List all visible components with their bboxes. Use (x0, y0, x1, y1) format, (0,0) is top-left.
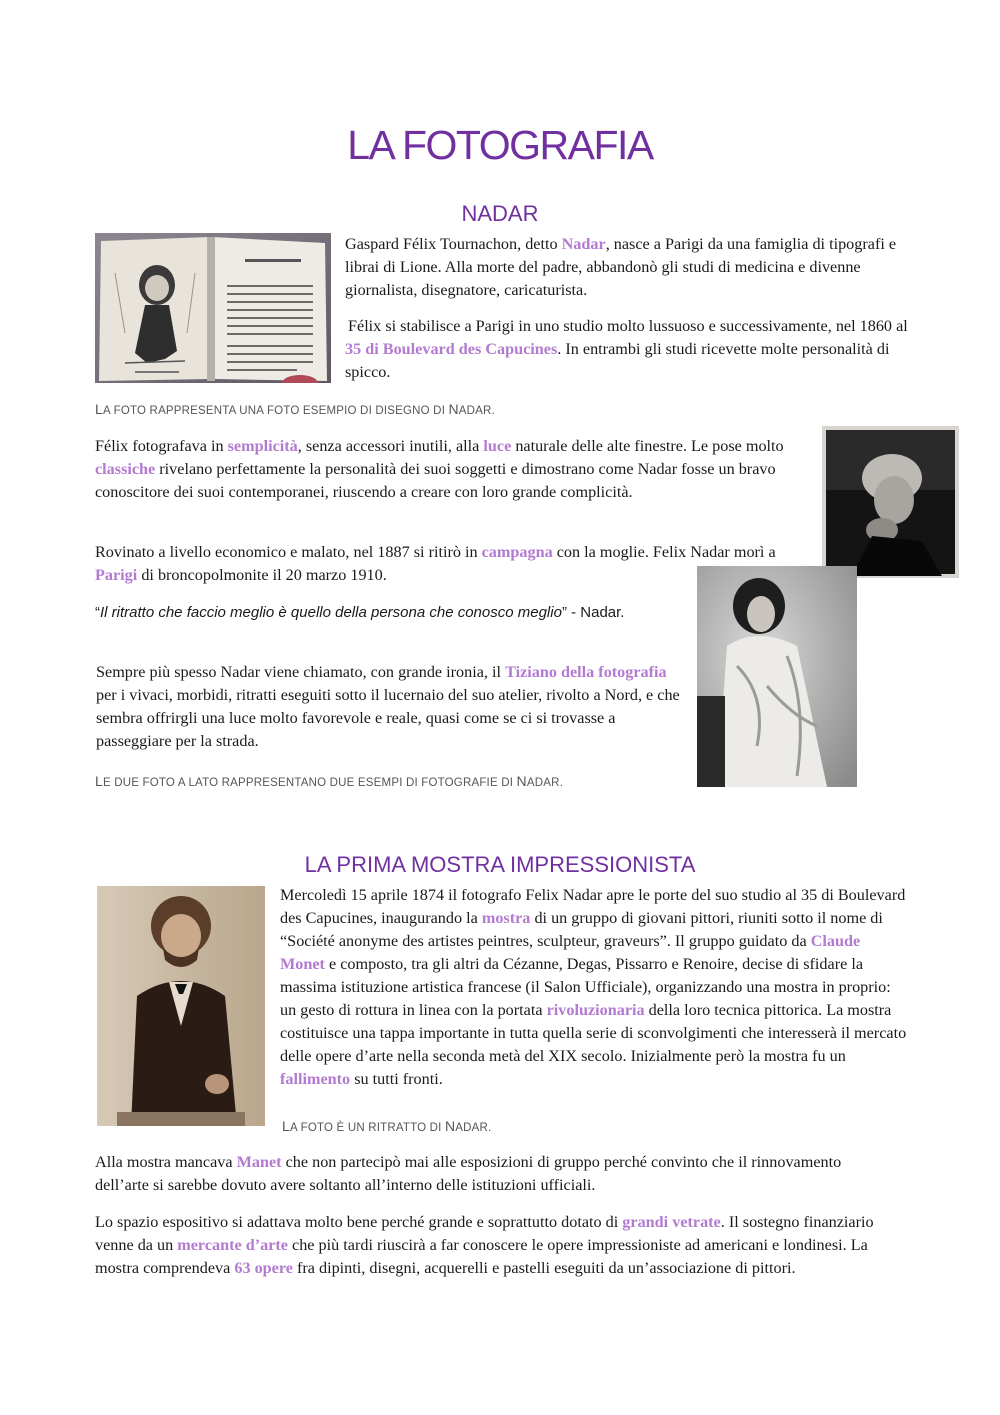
nadar-death-paragraph: Rovinato a livello economico e malato, nel 1887 si ritirò in campagna con la moglie. Felix Nadar morì a Parigi di broncopolmonite il 20 marzo 1910. (95, 543, 776, 584)
tiziano-paragraph: Sempre più spesso Nadar viene chiamato, con grande ironia, il Tiziano della fotografia per i vivaci, morbidi, ritratti eseguiti sotto il lucernaio del suo atelier, rivolto a Nord, e che sembra offrirgli una luce molto favorevole e reale, quasi come se ci si trovasse a passeggiare per la strada. (96, 663, 680, 750)
nadar-quote: “Il ritratto che faccio meglio è quello della persona che conosco meglio” - Nadar. (95, 604, 625, 621)
nadar-studio-paragraph: Félix si stabilisce a Parigi in uno studio molto lussuoso e successivamente, nel 1860 al 35 di Boulevard des Capucines. In entrambi gli studi ricevette molte personalità di spicco. (345, 317, 908, 381)
manet-paragraph: Alla mostra mancava Manet che non partecipò mai alle esposizioni di gruppo perché convinto che il rinnovamento dell’arte si sarebbe dovuto avere soltanto all’interno delle istituzioni ufficiali. (95, 1153, 842, 1194)
mostra-paragraph: Mercoledì 15 aprile 1874 il fotografo Felix Nadar apre le porte del suo studio al 35 di Boulevard des Capucines, inaugurando la mostra di un gruppo di giovani pittori, riuniti sotto il nome di “Société anonyme des artistes peintres, sculpteur, graveurs”. Il gruppo guidato da Claude Monet e composto, tra gli altri da Cézanne, Degas, Pissarro e Renoire, decise di sfidare la massima istituzione artistica francese (il Salon Ufficiale), organizzando una mostra in proprio: un gesto di rottura in linea con la portata rivoluzionaria della loro tecnica pittorica. La mostra costituisce una tappa importante in tutta quella serie di sconvolgimenti che interesserà il mercato delle opere d’arte nella seconda metà del XIX secolo. Inizialmente però la mostra fu un fallimento su tutti fronti. (280, 886, 907, 1088)
caption-nadar-portrait: LA FOTO È UN RITRATTO DI NADAR. (282, 1118, 492, 1134)
nadar-intro-paragraph: Gaspard Félix Tournachon, detto Nadar, nasce a Parigi da una famiglia di tipografi e librai di Lione. Alla morte del padre, abbandonò gli studi di medicina e divenne giornalista, disegnatore, caricaturista. (345, 235, 897, 299)
portrait-photo-nadar (97, 886, 265, 1126)
page-title: LA FOTOGRAFIA (347, 122, 653, 168)
nadar-style-paragraph: Félix fotografava in semplicità, senza accessori inutili, alla luce naturale delle alte finestre. Le pose molto classiche rivelano perfettamente la personalità dei suoi soggetti e dimostrano come Nadar fosse un bravo conoscitore dei suoi contemporanei, riuscendo a creare con loro grande complicità. (95, 437, 784, 501)
caption-book-image: LA FOTO RAPPRESENTA UNA FOTO ESEMPIO DI DISEGNO DI NADAR. (95, 401, 495, 417)
spazio-espositivo-paragraph: Lo spazio espositivo si adattava molto bene perché grande e soprattutto dotato di grandi vetrate. Il sostegno finanziario venne da un mercante d’arte che più tardi riuscirà a far conoscere le opere impressioniste ad americani e londinesi. La mostra comprendeva 63 opere fra dipinti, disegni, acquerelli e pastelli eseguiti da un’associazione di pittori. (95, 1213, 874, 1277)
section-heading-mostra: LA PRIMA MOSTRA IMPRESSIONISTA (304, 852, 696, 877)
book-drawing-image (95, 233, 331, 383)
portrait-photo-elderly-woman (822, 426, 959, 578)
portrait-photo-woman-draped (697, 566, 857, 787)
section-heading-nadar: NADAR (461, 201, 539, 226)
caption-two-photos: LE DUE FOTO A LATO RAPPRESENTANO DUE ESEMPI DI FOTOGRAFIE DI NADAR. (95, 773, 563, 789)
